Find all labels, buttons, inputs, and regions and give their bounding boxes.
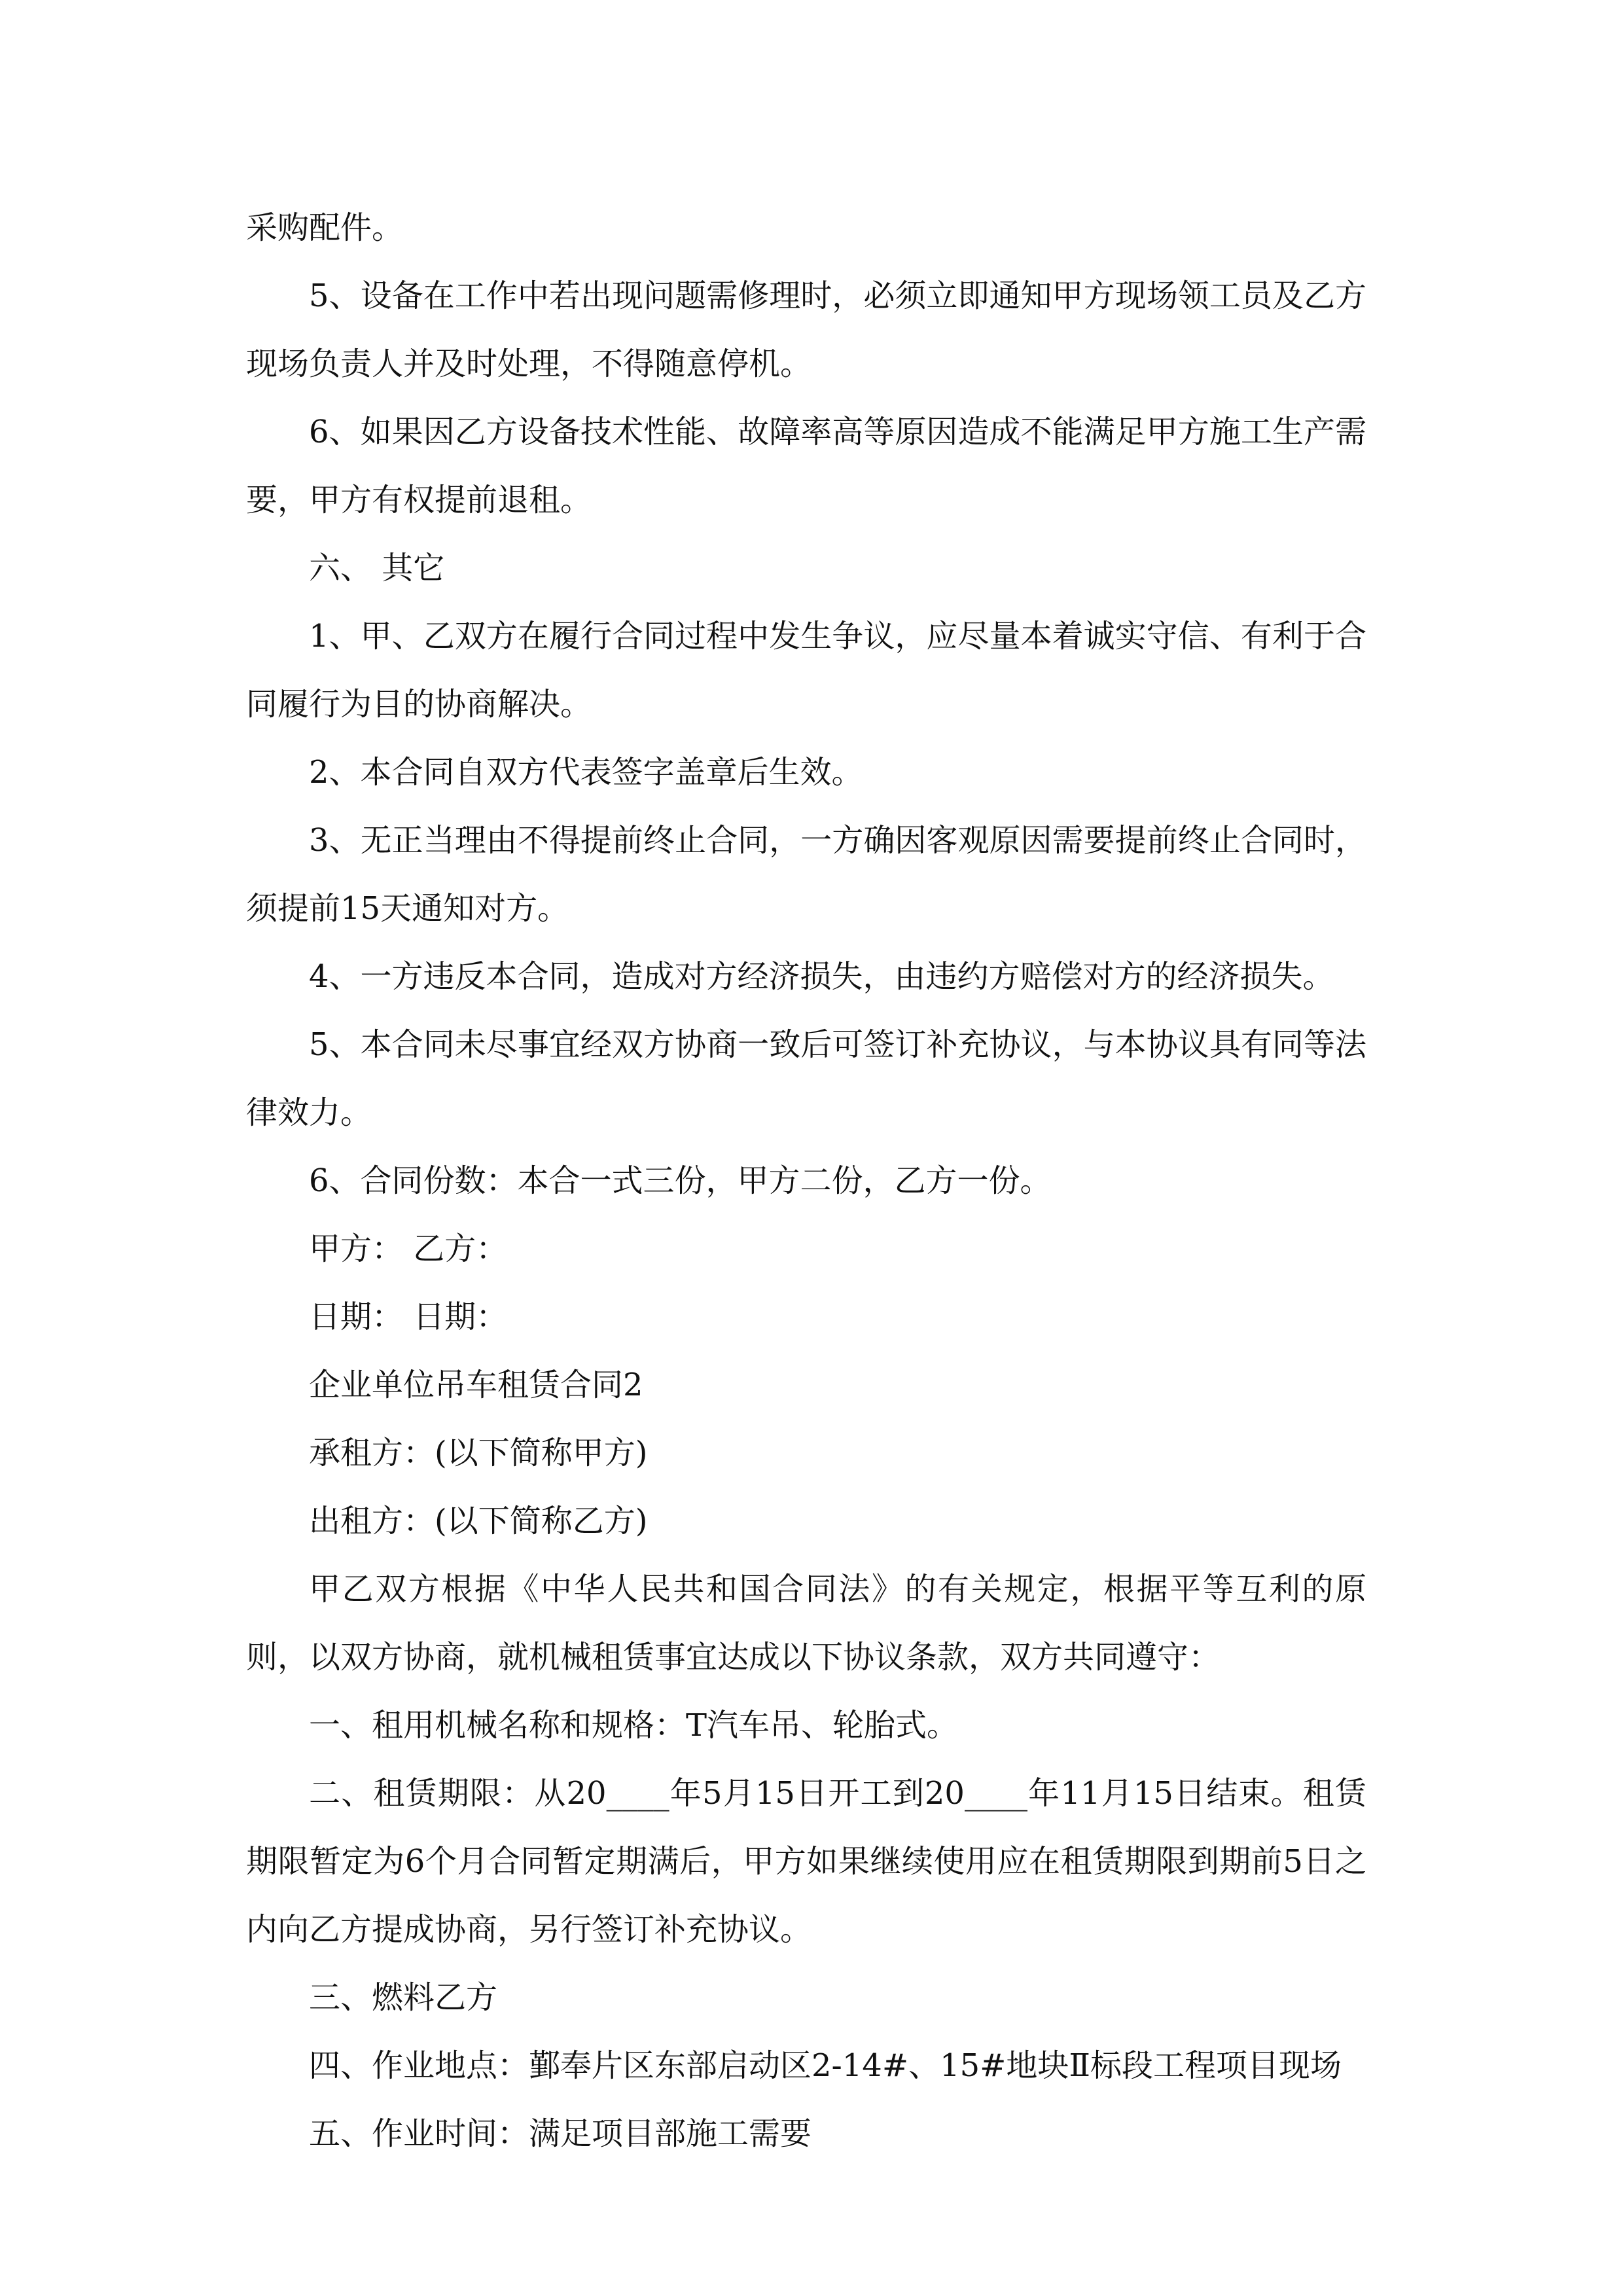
- lessee-line: 承租方：(以下简称甲方): [309, 1435, 648, 1471]
- clause-4-location: 四、作业地点：鄞奉片区东部启动区2-14#、15#地块Ⅱ标段工程项目现场: [309, 2047, 1342, 2084]
- paragraph-preamble: 甲乙双方根据《中华人民共和国合同法》的有关规定，根据平等互利的原则，以双方协商，就机械租赁事宜达成以下协议条款，双方共同遵守：: [246, 1571, 1366, 1676]
- clause-5-working-time: 五、作业时间：满足项目部施工需要: [309, 2115, 812, 2152]
- clause-2-lease-term: 二、租赁期限：从20____年5月15日开工到20____年11月15日结束。租赁期限暂定为6个月合同暂定期满后，甲方如果继续使用应在租赁期限到期前5日之内向乙方提成协商，另行签订补充协议。: [246, 1775, 1366, 1948]
- contract-2-title: 企业单位吊车租赁合同2: [309, 1367, 643, 1403]
- clause-1-machinery: 一、租用机械名称和规格：T汽车吊、轮胎式。: [309, 1707, 959, 1744]
- paragraph-clause-6-early-termination: 6、如果因乙方设备技术性能、故障率高等原因造成不能满足甲方施工生产需要，甲方有权提前退租。: [246, 414, 1366, 518]
- document-body: [246, 194, 1366, 2168]
- paragraph-purchase-parts: 采购配件。: [246, 209, 404, 246]
- paragraph-clause-5-repair: 5、设备在工作中若出现问题需修理时，必须立即通知甲方现场领工员及乙方现场负责人并及时处理，不得随意停机。: [246, 278, 1366, 382]
- signature-dates: 日期： 日期：: [309, 1299, 508, 1335]
- paragraph-other-6-copies: 6、合同份数：本合一式三份，甲方二份，乙方一份。: [309, 1162, 1052, 1199]
- clause-3-fuel: 三、燃料乙方: [309, 1979, 498, 2016]
- paragraph-other-1-disputes: 1、甲、乙双方在履行合同过程中发生争议，应尽量本着诚实守信、有利于合同履行为目的协商解决。: [246, 618, 1366, 723]
- paragraph-other-3-termination: 3、无正当理由不得提前终止合同，一方确因客观原因需要提前终止合同时，须提前15天通知对方。: [246, 822, 1366, 927]
- lessor-line: 出租方：(以下简称乙方): [309, 1503, 648, 1539]
- paragraph-other-5-supplement: 5、本合同未尽事宜经双方协商一致后可签订补充协议，与本协议具有同等法律效力。: [246, 1026, 1366, 1131]
- section-heading-other: 六、 其它: [309, 550, 445, 586]
- paragraph-other-4-breach: 4、一方违反本合同，造成对方经济损失，由违约方赔偿对方的经济损失。: [309, 958, 1334, 995]
- signature-parties: 甲方： 乙方：: [309, 1230, 508, 1267]
- paragraph-other-2-effective: 2、本合同自双方代表签字盖章后生效。: [309, 754, 863, 791]
